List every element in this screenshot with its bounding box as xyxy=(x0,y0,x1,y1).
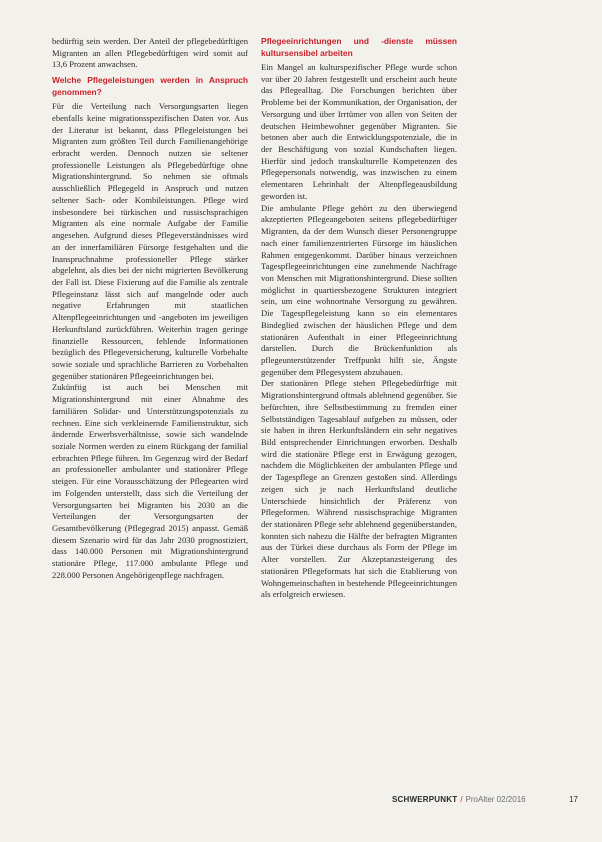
right-paragraph-1: Ein Mangel an kulturspezifischer Pflege wurde schon vor über 20 Jahren festgestellt und erscheint auch heute das Pflegealltag. Die Forschungen berichten über Probleme bei der Kommunikation, der Organisation, der Versorgung und über Irrtümer von allen von Seiten der deutschen Heimbewohner gegenüber Migranten. Sie betonen aber auch die Entwicklungspotenziale, die in der Beschäftigung von sozial Kundschaften liegen. Hierfür sind jedoch transkulturelle Kompetenzen des Pflegepersonals notwendig, was inzwischen zu einem elementaren Lehrinhalt der Altenpflegeausbildung geworden ist. xyxy=(261,62,457,201)
footer-separator: / xyxy=(460,795,463,804)
right-section-heading: Pflegeeinrichtungen und -dienste müssen kultursensibel arbeiten xyxy=(261,36,457,58)
left-column xyxy=(52,36,248,582)
left-paragraph-3: Zukünftig ist auch bei Menschen mit Migrationshintergrund mit einer Abnahme des familiären Solidar- und Unterstützungspotenzials zu rechnen. Eine sich verkleinernde Familienstruktur, sich ändernde Erwerbsverhältnisse, sowie sich wandelnde soziale Normen werden zu einem Rückgang der familial erbrachten Pflege führen. Im Gegenzug wird der Bedarf an professioneller ambulanter und stationärer Pflege steigen. Für eine Vorausschätzung der Pflegearten wird im Folgenden unterstellt, dass sich die Verteilung der Versorgungsarten bei Migranten bis 2030 an die Verteilungen der Versorgungsarten der Gesamtbevölkerung (Pflegegrad 2015) anpasst. Gemäß diesem Szenario wird für das Jahr 2030 prognostiziert, dass 140.000 Personen mit Migrationshintergrund stationäre Pflege, 117.000 ambulante Pflege und 228.000 Personen Angehörigenpflege nachfragen. xyxy=(52,382,248,580)
right-paragraph-3: Der stationären Pflege stehen Pflegebedürftige mit Migrationshintergrund oftmals ablehnend gegenüber. Sie befürchten, ihre Selbstbestimmung zu fremden einer Selbstständigen Tagesablauf aufgeben zu müssen, oder sie haben in ihren Herkunftsländern ein sehr negatives Bild entsprechender Einrichtungen erworben. Deshalb wird die stationäre Pflege erst in Erwägung gezogen, nachdem die Möglichkeiten der ambulanten Pflege und der Tagespflege an Grenzen gestoßen sind. Allerdings zeigen sich je nach Herkunftsland deutliche Unterschiede hinsichtlich der Präferenz von Pflegeformen. Während russischsprachige Migranten der stationären Pflege sehr ablehnend gegenüberstanden, konnten sich nahezu die Hälfte der befragten Migranten aus der Türkei diese durchaus als Form der Pflege im Alter vorstellen. Zur Akzeptanzsteigerung des stationären Pflegeformats hat sich die Etablierung von Wohngemeinschaften in bestehende Pflegeeinrichtungen als erfolgreich erwiesen. xyxy=(261,378,457,600)
left-paragraph-2: Für die Verteilung nach Versorgungsarten liegen ebenfalls keine migrationsspezifischen Daten vor. Aus der Literatur ist bekannt, dass Pflegeleistungen bei Migranten zum größten Teil durch Familienangehörige erbracht werden. Dennoch nutzen sie seltener professionelle Leistungen als Pflegebedürftige ohne Migrationshintergrund. So nehmen sie oftmals ausschließlich Pflegegeld in Anspruch und nutzen seltener Sach- oder Kombileistungen. Pflege wird insbesondere bei türkischen und russischsprachigen Migranten als eine normale Aufgabe der Familie angesehen. Aufgrund dieses Pflegeverständnisses wird an der innerfamiliären Fürsorge festgehalten und die Inanspruchnahme professioneller Pflege stärker abgelehnt, als dies bei der nicht migrierten Bevölkerung der Fall ist. Diese Fixierung auf die Familie als zentrale Pflegeinstanz lässt sich auf mangelnde oder auch negative Erfahrungen mit staatlichen Altenpflegeeinrichtungen und -angeboten im jeweiligen Herkunftsland zurückführen. Weiterhin tragen geringe finanzielle Ressourcen, fehlende Informationen bezüglich des Pflegeversicherung, kulturelle Vorbehalte sowie soziale und sprachliche Barrieren zu Vorbehalten gegenüber stationären Pflegeeinrichtungen bei. xyxy=(52,101,248,381)
left-paragraph-1: bedürftig sein werden. Der Anteil der pflegebedürftigen Migranten an allen Pflegebedürftigen wird somit auf 13,6 Prozent anwachsen. xyxy=(52,36,248,70)
left-section-heading: Welche Pflegeleistungen werden in Anspruch genommen? xyxy=(52,75,248,97)
right-paragraph-2: Die ambulante Pflege gehört zu den überwiegend akzeptierten Pflegeangeboten seitens pflegebedürftiger Migranten, da der dem Wunsch dieser Personengruppe nach einer familienzentrierten Fürsorge im häuslichen Rahmen entgegenkommt. Darüber hinaus verzeichnen Tagespflegeeinrichtungen eine zunehmende Nachfrage von Menschen mit Migrationshintergrund. Diese sollten möglichst in quartiersbezogene Strukturen integriert sein, um eine wohnortnahe Versorgung zu gewähren. Die Tagespflegeleistung kann so ein elementares Bindeglied zwischen der häuslichen Pflege und dem stationären Aufenthalt in einer Pflegeeinrichtung darstellen. Durch die Brückenfunktion als pflegeunterstützender Treffpunkt hilft sie, Ängste gegenüber dem Pflegesystem abzubauen. xyxy=(261,202,457,377)
page-number: 17 xyxy=(569,795,578,804)
footer-section-label: SCHWERPUNKT xyxy=(392,795,458,804)
footer-journal-issue: ProAlter 02/2016 xyxy=(465,795,526,804)
right-column xyxy=(261,36,457,601)
page-footer xyxy=(392,795,578,804)
